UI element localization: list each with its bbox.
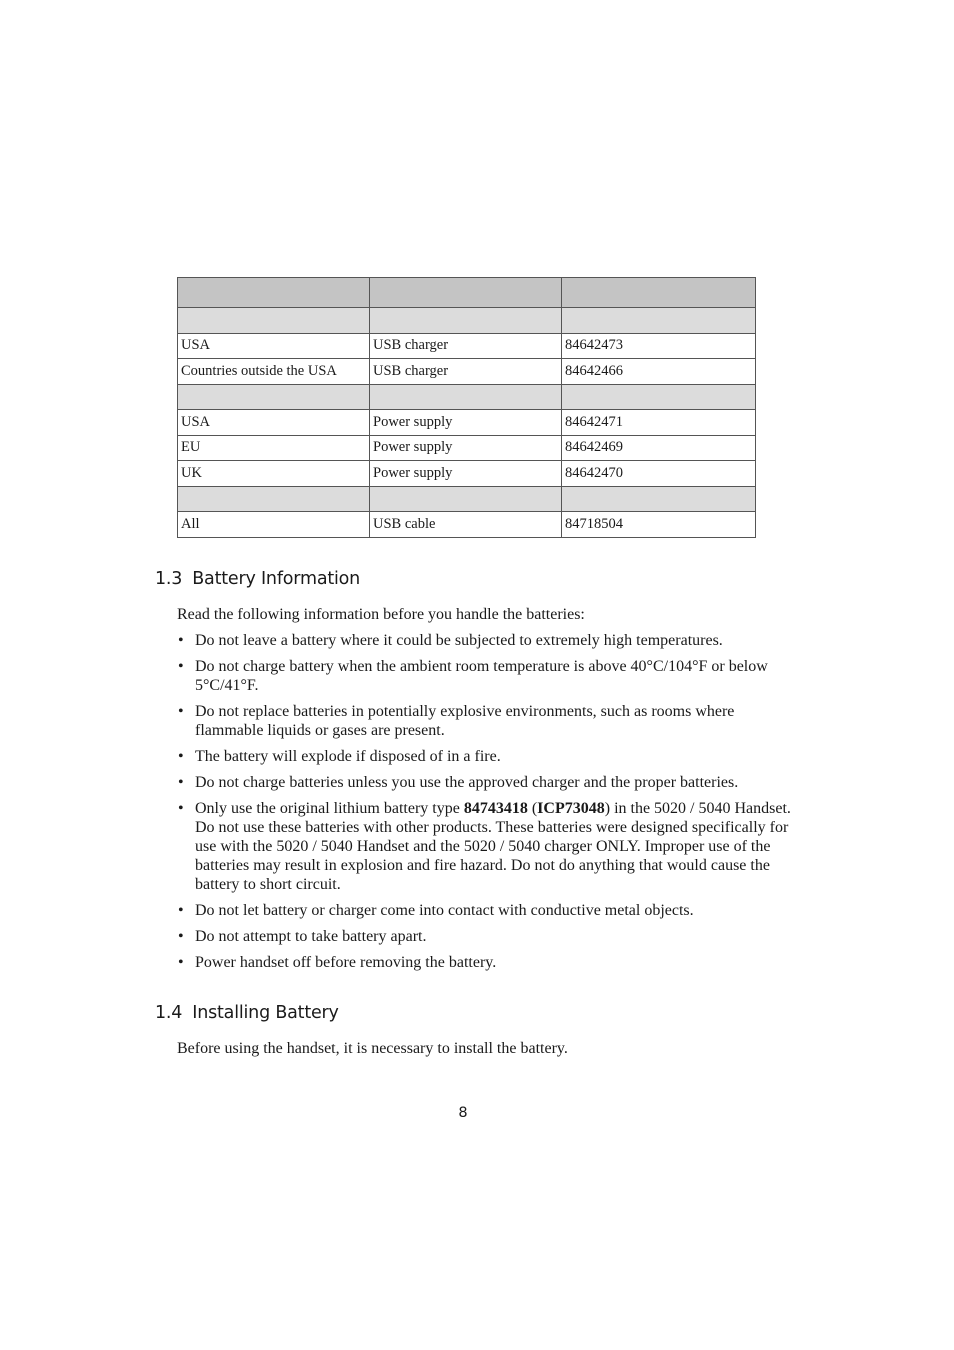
table-cell: [370, 384, 562, 410]
table-row: [178, 461, 756, 487]
table-cell: Power supply: [370, 410, 562, 436]
list-item: [177, 799, 792, 894]
list-item-text: Do not let battery or charger come into contact with conductive metal objects.: [195, 902, 694, 919]
list-item: [177, 631, 792, 650]
table-cell: 84642466: [562, 359, 756, 385]
section-heading-installing-battery: [155, 1003, 339, 1023]
list-item: [177, 927, 792, 946]
list-item-text: Do not charge batteries unless you use the approved charger and the proper batteries.: [195, 774, 739, 791]
list-item-text: The battery will explode if disposed of in a fire.: [195, 748, 501, 765]
bullet-marker: •: [178, 774, 184, 791]
table-cell: USB charger: [370, 333, 562, 359]
table-row: [178, 333, 756, 359]
table-header-row: [178, 278, 756, 308]
table-cell: USB charger: [370, 359, 562, 385]
table-cell: USA: [178, 410, 370, 436]
bullet-marker: •: [178, 658, 184, 675]
table-row: [178, 512, 756, 538]
table-cell: 84718504: [562, 512, 756, 538]
table-cell: Countries outside the USA: [178, 359, 370, 385]
table-cell: [562, 308, 756, 334]
section-number: 1.4: [155, 1003, 183, 1023]
table-cell: [370, 486, 562, 512]
list-item-text: Do not replace batteries in potentially explosive environments, such as rooms where flammable liquids or gases are present.: [195, 703, 735, 739]
bullet-marker: •: [178, 748, 184, 765]
table-cell: [562, 486, 756, 512]
bullet-marker: •: [178, 632, 184, 649]
table-group-row: [178, 384, 756, 410]
list-item-text: Only use the original lithium battery type: [195, 800, 464, 817]
list-item: [177, 901, 792, 920]
table-cell: USA: [178, 333, 370, 359]
list-item: [177, 953, 792, 972]
table-cell: [562, 384, 756, 410]
table-row: [178, 359, 756, 385]
list-item: [177, 747, 792, 766]
list-item: [177, 657, 792, 695]
list-item-text: Do not charge battery when the ambient room temperature is above 40°C/104°F or below 5°C/41°F.: [195, 658, 768, 694]
list-item-text: Do not attempt to take battery apart.: [195, 928, 427, 945]
section-number: 1.3: [155, 569, 183, 589]
installing-intro: Before using the handset, it is necessary to install the battery.: [177, 1040, 568, 1057]
table-header-cell: [178, 278, 370, 308]
bullet-marker: •: [178, 703, 184, 720]
parts-table: [177, 277, 756, 538]
table-header-cell: [370, 278, 562, 308]
table-cell: USB cable: [370, 512, 562, 538]
table-cell: EU: [178, 435, 370, 461]
list-item-text: ) in the 5020 / 5040 Handset. Do not use these batteries with other products. These batteries were designed specifically for use with the 5020 / 5040 Handset and the 5020 / 5040 charger ONLY. Improper use of the batteries may result in explosion and fire hazard. Do not do anything that would cause the battery to short circuit.: [195, 800, 791, 893]
battery-safety-list: [177, 631, 792, 979]
list-item-text: (: [527, 800, 538, 817]
list-item-text: Power handset off before removing the battery.: [195, 954, 497, 971]
table-row: [178, 410, 756, 436]
table-cell: [178, 384, 370, 410]
battery-part-number: ICP73048: [537, 800, 605, 817]
parts-table-body: [178, 278, 756, 538]
section-heading-battery-information: [155, 569, 360, 589]
section-title: Installing Battery: [192, 1003, 339, 1023]
bullet-marker: •: [178, 928, 184, 945]
bullet-marker: •: [178, 800, 184, 817]
table-cell: Power supply: [370, 435, 562, 461]
table-row: [178, 435, 756, 461]
table-cell: [370, 308, 562, 334]
table-cell: 84642470: [562, 461, 756, 487]
table-cell: All: [178, 512, 370, 538]
list-item: [177, 773, 792, 792]
page-number: 8: [458, 1105, 468, 1121]
table-group-row: [178, 308, 756, 334]
table-header-cell: [562, 278, 756, 308]
list-item: [177, 702, 792, 740]
battery-info-intro: Read the following information before you handle the batteries:: [177, 606, 585, 623]
table-cell: [178, 308, 370, 334]
battery-part-number: 84743418: [463, 800, 528, 817]
list-item-text: Do not leave a battery where it could be subjected to extremely high temperatures.: [195, 632, 723, 649]
table-cell: 84642473: [562, 333, 756, 359]
bullet-marker: •: [178, 954, 184, 971]
table-cell: [178, 486, 370, 512]
section-title: Battery Information: [192, 569, 361, 589]
table-cell: 84642469: [562, 435, 756, 461]
table-cell: Power supply: [370, 461, 562, 487]
table-cell: 84642471: [562, 410, 756, 436]
table-cell: UK: [178, 461, 370, 487]
bullet-marker: •: [178, 902, 184, 919]
table-group-row: [178, 486, 756, 512]
